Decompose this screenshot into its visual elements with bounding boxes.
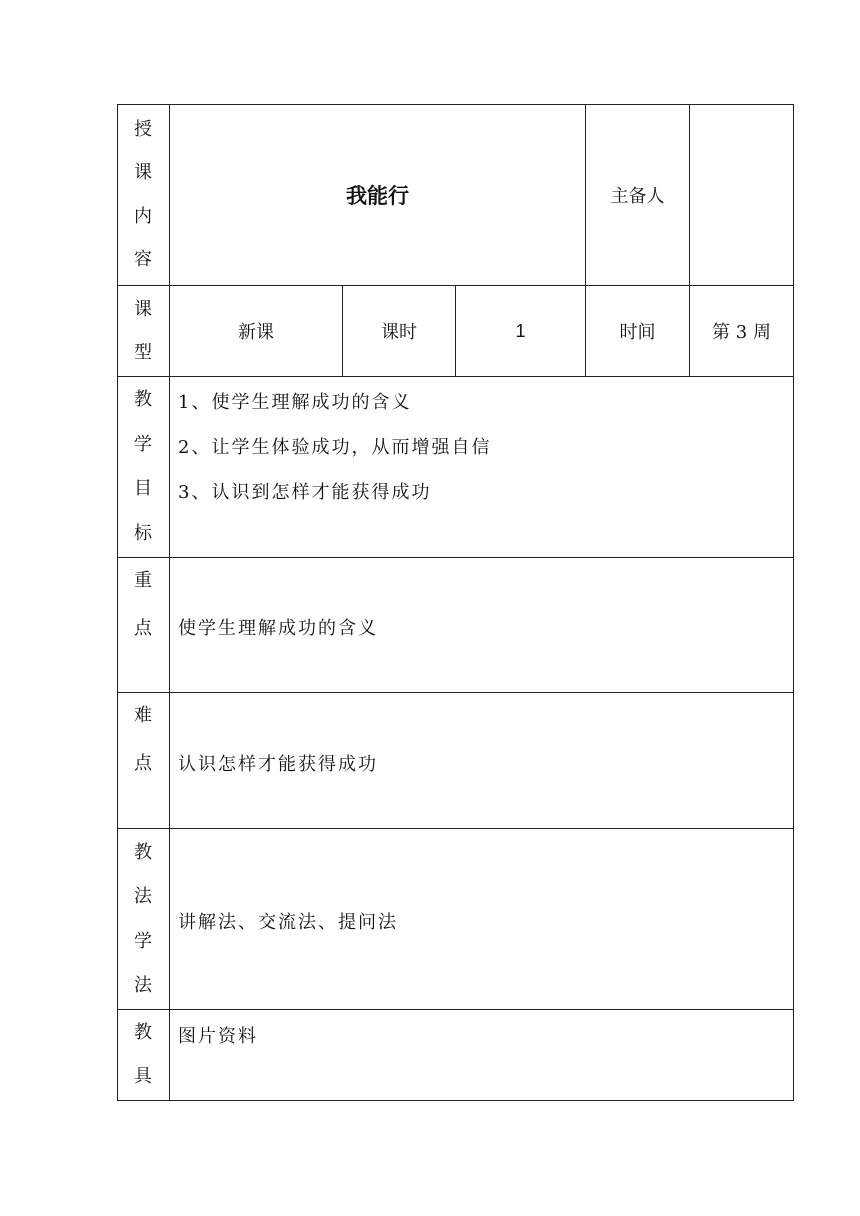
- label-char: 教: [134, 842, 152, 864]
- tools-label: [117, 1011, 169, 1099]
- period-label: 课时: [381, 322, 417, 343]
- objective-item: 2、让学生体验成功，从而增强自信: [178, 437, 492, 458]
- label-char: 教: [134, 1022, 152, 1043]
- label-char: 容: [134, 249, 152, 271]
- label-char: 课: [134, 298, 152, 320]
- label-char: 重: [134, 570, 152, 591]
- label-char: 内: [134, 205, 152, 227]
- label-char: 授: [134, 118, 152, 140]
- type-label: [117, 288, 169, 374]
- label-char: 法: [134, 974, 152, 996]
- table-rule: [117, 692, 794, 693]
- content-label: [117, 108, 169, 282]
- preparer-value: [690, 105, 793, 285]
- table-rule: [117, 1009, 794, 1010]
- time-label: 时间: [619, 322, 656, 343]
- difficulties-text: 认识怎样才能获得成功: [178, 754, 378, 775]
- table-rule: [117, 557, 794, 558]
- label-char: 学: [134, 433, 152, 455]
- table-rule: [793, 104, 794, 1101]
- time-value: 第 3 周: [712, 322, 771, 343]
- objectives-label: [117, 378, 169, 556]
- label-char: 法: [134, 886, 152, 908]
- objective-item: 3、认识到怎样才能获得成功: [178, 482, 432, 503]
- difficulties-label: [117, 695, 169, 825]
- label-char: 课: [134, 162, 152, 184]
- methods-label: [117, 831, 169, 1008]
- key-points-label: [117, 560, 169, 690]
- objective-item: 1、使学生理解成功的含义: [178, 392, 412, 413]
- tools-text: 图片资料: [178, 1026, 258, 1047]
- table-rule: [117, 1100, 794, 1101]
- lesson-title: 我能行: [346, 184, 409, 208]
- label-char: 难: [134, 705, 152, 726]
- label-char: 学: [134, 930, 152, 952]
- table-rule: [117, 376, 794, 377]
- label-char: 标: [134, 522, 152, 544]
- table-rule: [117, 828, 794, 829]
- preparer-label: 主备人: [610, 186, 665, 207]
- methods-text: 讲解法、交流法、提问法: [178, 912, 398, 933]
- type-value: 新课: [238, 322, 274, 343]
- label-char: 教: [134, 389, 152, 411]
- label-char: 具: [134, 1066, 152, 1087]
- label-char: 点: [134, 618, 152, 639]
- label-char: 点: [134, 753, 152, 774]
- label-char: 目: [134, 478, 152, 500]
- label-char: 型: [134, 341, 152, 363]
- period-value: 1: [515, 320, 526, 341]
- key-points-text: 使学生理解成功的含义: [178, 618, 378, 639]
